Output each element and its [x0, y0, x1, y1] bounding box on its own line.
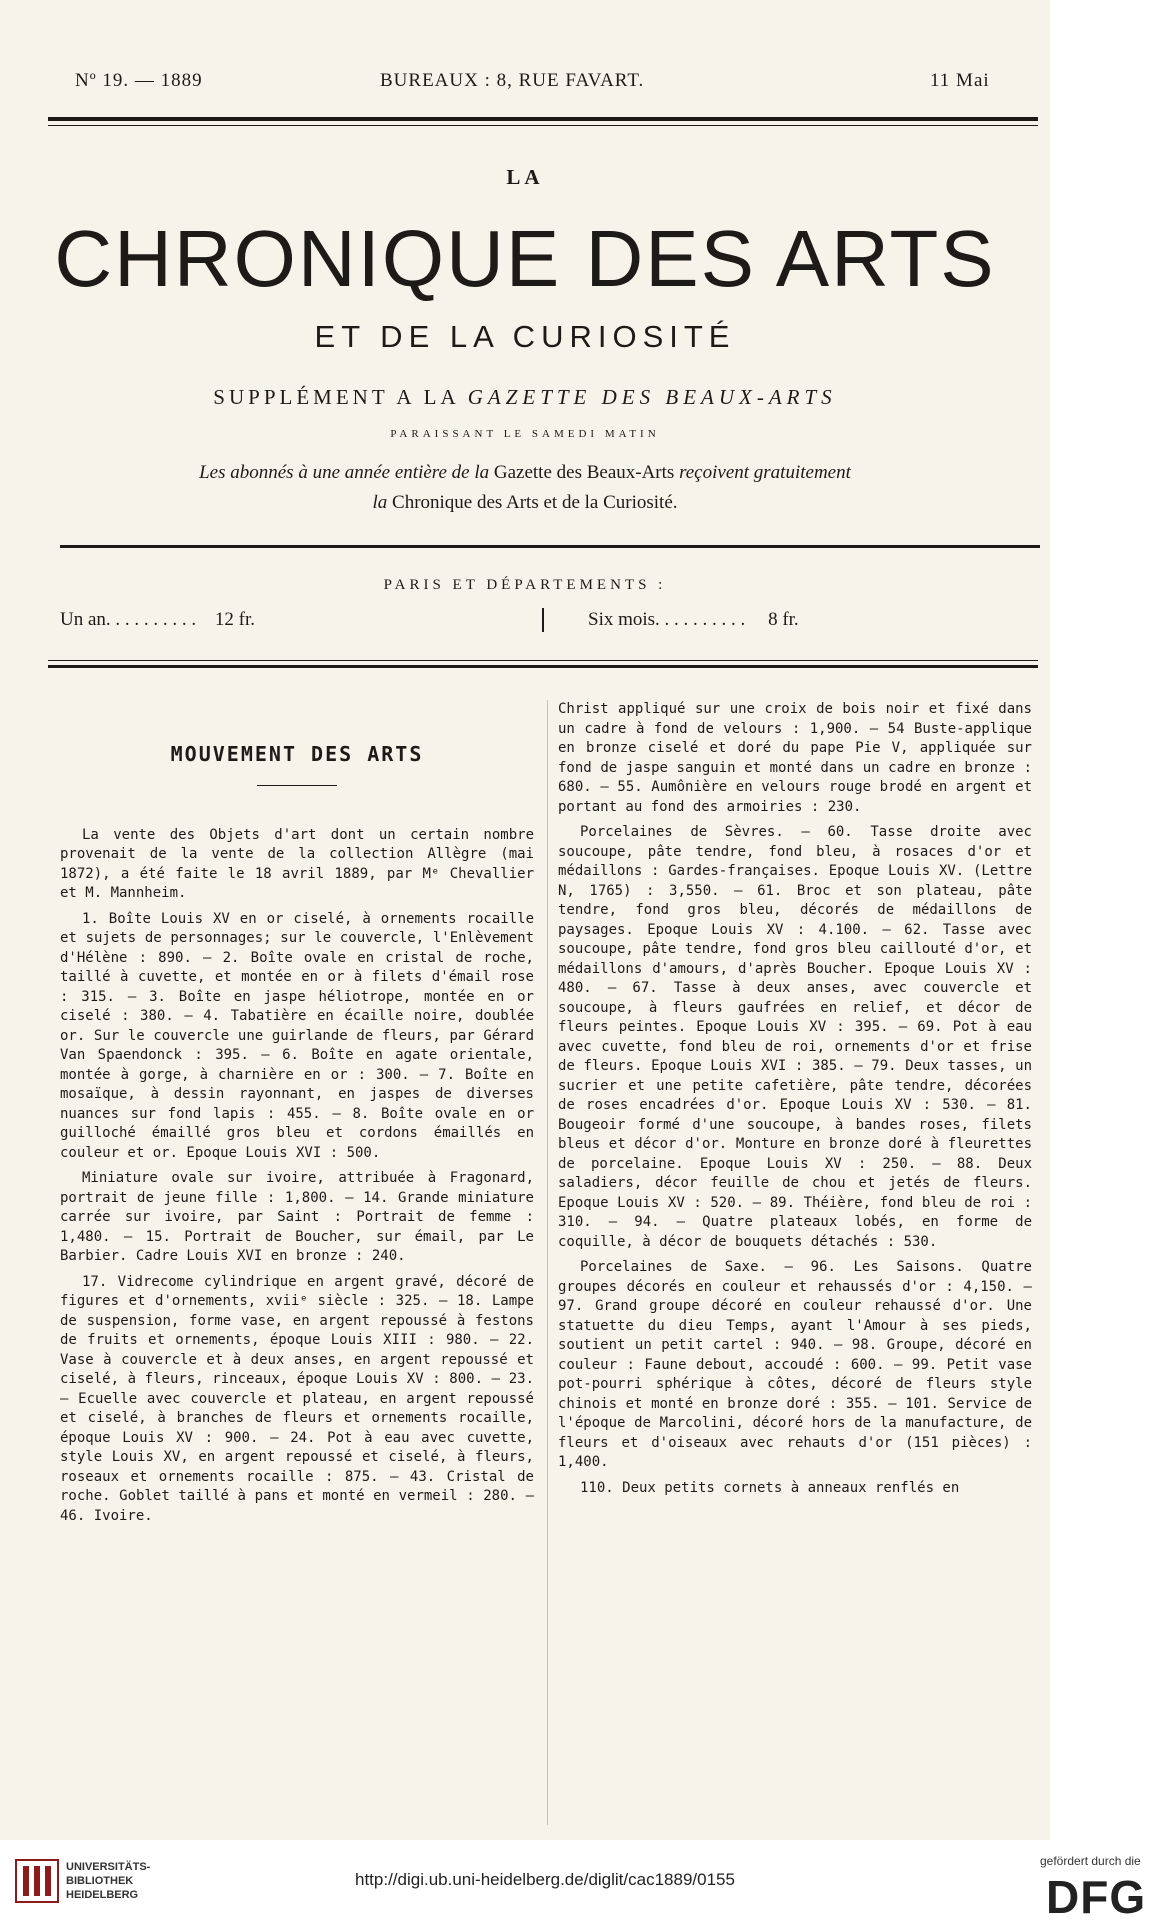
left-column	[60, 700, 534, 1532]
university-library-logo-icon	[14, 1858, 60, 1904]
subscriber-note-part-2: Gazette des Beaux-Arts	[493, 462, 675, 483]
issue-date: 11 Mai	[930, 70, 990, 91]
mid-rule	[60, 545, 1040, 548]
article-paragraph: Miniature ovale sur ivoire, attribuée à Fragonard, portrait de jeune fille : 1,800. — 14. Grande miniature carrée sur ivoire, par Saint : Portrait de femme : 1,480. — 15. Portrait de Boucher, sur émail, par Le Barbier. Cadre Louis XVI en bronze : 240.	[60, 1170, 534, 1264]
article-paragraph: Porcelaines de Saxe. — 96. Les Saisons. Quatre groupes décorés en couleur et rehaussés d'or : 4,150. — 97. Grand groupe décoré en couleur rehaussé d'or. Une statuette du dieu Temps, ayant l'Amour à ses pieds, soutient un petit cartel : 940. — 98. Groupe, décoré en couleur : Faune debout, accoudé : 600. — 99. Petit vase pot-pourri sphérique à côtes, décoré de fleurs style chinois et monté en bronze doré : 355. — 101. Service de l'époque de Marcolini, décoré hors de la manufacture, de fleurs et d'oiseaux avec rehauts d'or (151 pièces) : 1,400.	[558, 1259, 1032, 1470]
annual-price-row	[60, 609, 255, 631]
subscriber-note-part-3: reçoivent gratuitement	[679, 462, 851, 483]
article-paragraph: La vente des Objets d'art dont un certain nombre provenait de la vente de la collection Allègre (mai 1872), a été faite le 18 avril 1889, par Mᵉ Chevallier et M. Mannheim.	[60, 826, 534, 901]
subscription-heading: PARIS ET DÉPARTEMENTS :	[383, 577, 667, 593]
top-rule-thin	[48, 125, 1038, 126]
article-paragraph: Porcelaines de Sèvres. — 60. Tasse droite avec soucoupe, pâte tendre, fond bleu, à rosaces d'or et médaillons : Gardes-françaises. Epoque Louis XV. (Lettre N, 1765) : 3,550. — 61. Broc et son plateau, pâte tendre, fond gros bleu, décorés de médaillons de paysages. Epoque Louis XV : 4.100. — 62. Tasse avec soucoupe, pâte tendre, fond gros bleu caillouté d'or, et médaillons d'amours, d'après Boucher. Epoque Louis XV : 480. — 67. Tasse à deux anses, avec couvercle et soucoupe, à fleurs gaufrées en relief, et décor de fleurs peintes. Epoque Louis XV : 395. — 69. Pot à eau avec cuvette, fond bleu de roi, ornements d'or et frise de fleurs. Epoque Louis XVI : 385. — 79. Deux tasses, un sucrier et une petite cafetière, pâte tendre, décorées de roses encadrées d'or. Epoque Louis XV : 530. — 81. Bougeoir formé d'une soucoupe, à bandes roses, filets bleus et décor d'or. Monture en bronze doré à fleurettes de porcelaine. Epoque Louis XV : 250. — 88. Deux saladiers, décor feuille de chou et jetés de fleurs. Epoque Louis XV : 520. — 89. Théière, fond bleu de roi : 310. — 94. — Quatre plateaux lobés, en forme de coquille, à décor de bouquets détachés : 530.	[558, 824, 1032, 1250]
half-year-label: Six mois. . . . . . . . . .	[588, 609, 746, 630]
funder-note: gefördert durch die	[1040, 1854, 1141, 1868]
column-top-rule-2	[48, 665, 1038, 668]
price-divider	[542, 608, 544, 632]
supplement-gazette: GAZETTE DES BEAUX-ARTS	[467, 385, 837, 409]
top-rule-thick	[48, 117, 1038, 121]
library-name	[66, 1860, 150, 1902]
annual-price: 12 fr.	[214, 609, 256, 630]
half-year-price-row	[588, 609, 799, 631]
bureaux-address: BUREAUX : 8, RUE FAVART.	[380, 70, 645, 91]
permalink-url[interactable]: http://digi.ub.uni-heidelberg.de/diglit/cac1889/0155	[355, 1870, 735, 1889]
masthead-title: CHRONIQUE DES ARTS	[54, 214, 996, 303]
annual-label: Un an. . . . . . . . . .	[60, 609, 197, 630]
column-divider	[547, 700, 548, 1825]
subscriber-note-part-1: Les abonnés à une année entière de la	[199, 462, 490, 483]
article-paragraph: 1. Boîte Louis XV en or ciselé, à ornements rocaille et sujets de personnages; sur le couvercle, l'Enlèvement d'Hélène : 890. — 2. Boîte ovale en cristal de roche, taillé à cuvette, et montée en or à filets d'émail rose : 315. — 3. Boîte en jaspe héliotrope, montée en or ciselé : 380. — 4. Tabatière en écaille noire, doublée or. Sur le couvercle une guirlande de fleurs, par Gérard Van Spaendonck : 395. — 6. Boîte en agate orientale, montée à gorge, à charnière en or : 300. — 7. Boîte en mosaïque, à dessin rayonnant, en jaspes de diverses nuances sur fond lapis : 455. — 8. Boîte ovale en or guilloché émaillé gros bleu et cordons émaillés en couleur et or. Epoque Louis XVI : 500.	[60, 910, 534, 1161]
library-name-line: UNIVERSITÄTS-	[66, 1861, 151, 1873]
section-title-rule	[257, 785, 337, 786]
column-top-rule-1	[48, 660, 1038, 661]
title-la: LA	[506, 165, 544, 189]
article-paragraph: 17. Vidrecome cylindrique en argent gravé, décoré de figures et d'ornements, xviiᵉ siècle : 325. — 18. Lampe de suspension, forme vase, en argent repoussé à festons de fruits et ornements, époque Louis XIII : 980. — 22. Vase à couvercle et à deux anses, en argent repoussé et ciselé, à fleurs, rinceaux, époque Louis XV : 800. — 23. — Ecuelle avec couvercle et plateau, en argent repoussé et ciselé, à branches de fleurs et ornements rocaille, époque Louis XV : 900. — 24. Pot à eau avec cuvette, style Louis XV, en argent repoussé et ciselé, à fleurs, roseaux et ornements rocaille : 875. — 43. Cristal de roche. Goblet taillé à pans et monté en vermeil : 280. — 46. Ivoire.	[60, 1273, 534, 1524]
issue-number: Nº 19. — 1889	[75, 70, 203, 91]
right-column	[558, 700, 1032, 1504]
library-name-line: HEIDELBERG	[66, 1889, 139, 1901]
subscriber-note	[0, 458, 1050, 518]
subscriber-note-part-4: la	[372, 492, 388, 513]
viewer-footer	[0, 1840, 1170, 1925]
section-title: MOUVEMENT DES ARTS	[170, 742, 424, 766]
article-paragraph: Christ appliqué sur une croix de bois noir et fixé dans un cadre à fond de velours : 1,900. — 54 Buste-applique en bronze ciselé et doré du pape Pie V, appliquée sur fond de jaspe sanguin et monté dans un cadre en bronze : 680. — 55. Aumônière en velours rouge brodé en argent et portant au fond des armoiries : 230.	[558, 701, 1032, 815]
supplement-prefix: SUPPLÉMENT A LA	[213, 385, 459, 409]
dfg-logo: DFG	[1046, 1871, 1147, 1923]
subscriber-note-part-5: Chronique des Arts et de la Curiosité.	[392, 492, 678, 513]
masthead-subtitle: ET DE LA CURIOSITÉ	[314, 319, 736, 354]
supplement-line	[0, 385, 1050, 410]
half-year-price: 8 fr.	[768, 609, 799, 630]
publication-schedule: PARAISSANT LE SAMEDI MATIN	[390, 428, 660, 440]
article-paragraph: 110. Deux petits cornets à anneaux renflés en	[580, 1479, 960, 1496]
library-name-line: BIBLIOTHEK	[66, 1875, 134, 1887]
